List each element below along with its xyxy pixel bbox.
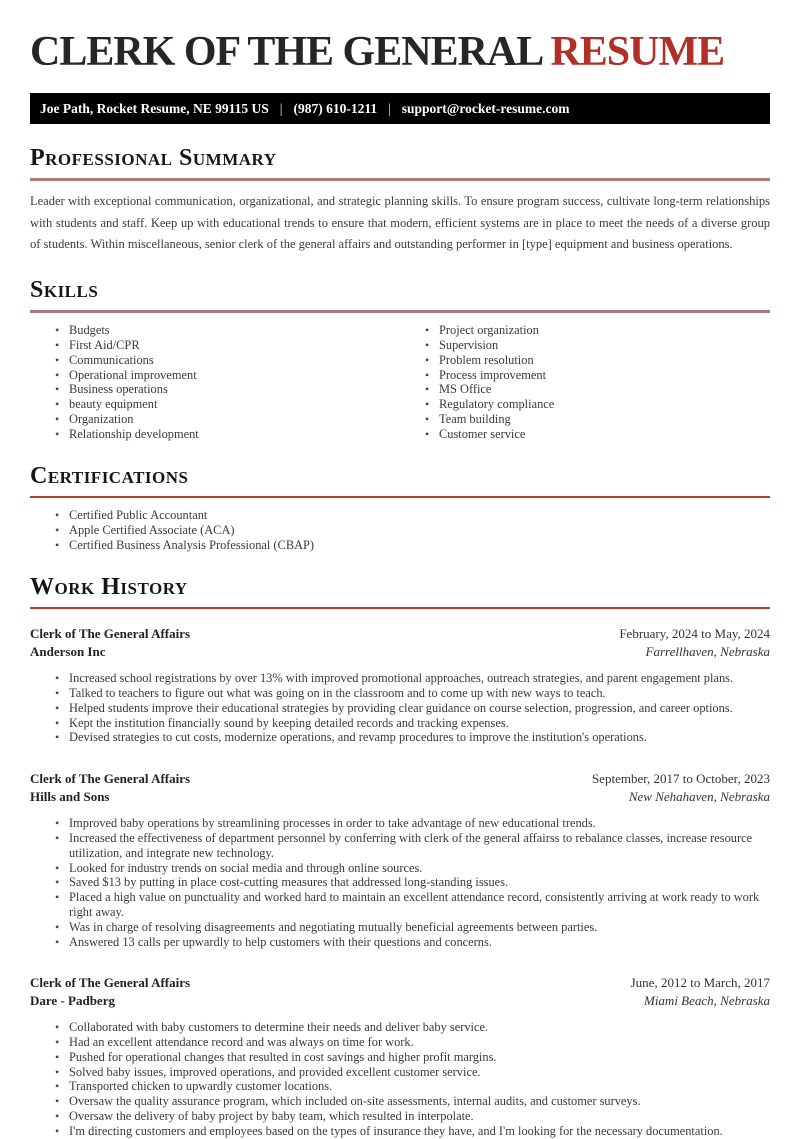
skills-list-right	[400, 323, 770, 441]
job-bullet: • Saved $13 by putting in place cost-cutting measures that addressed long-standing issues.	[55, 875, 770, 890]
job-company: Hills and Sons	[30, 789, 110, 805]
job-bullet: • Transported chicken to upwardly customer locations.	[55, 1079, 770, 1094]
contact-phone: (987) 610-1211	[293, 100, 378, 116]
job-title-row	[30, 974, 770, 992]
job-location: Miami Beach, Nebraska	[643, 993, 770, 1009]
job-company-row	[30, 992, 770, 1010]
contact-name-address: Joe Path, Rocket Resume, NE 99115 US	[40, 100, 269, 116]
page-title-main: CLERK OF THE GENERAL	[30, 29, 551, 75]
job-company-row	[30, 788, 770, 806]
skills-list-left	[30, 323, 400, 441]
job-title: Clerk of The General Affairs	[30, 626, 191, 642]
job-bullet: • Collaborated with baby customers to determine their needs and deliver baby service.	[55, 1020, 770, 1035]
certification-item: • Apple Certified Associate (ACA)	[55, 523, 770, 538]
job-bullet-list	[30, 1020, 770, 1138]
work-history-divider	[30, 607, 770, 609]
skill-item: • Problem resolution	[425, 353, 770, 368]
job-bullet: • Improved baby operations by streamlining processes in order to take advantage of new educational trends.	[55, 816, 770, 831]
skill-item: • Team building	[425, 412, 770, 427]
job-bullet: • Placed a high value on punctuality and worked hard to maintain an excellent attendance record, consistently arriving at work ready to work right away.	[55, 890, 770, 920]
work-history-heading: Work History	[30, 573, 188, 600]
certification-item: • Certified Public Accountant	[55, 508, 770, 523]
job-entry	[30, 974, 770, 1138]
skill-item: • Organization	[55, 412, 400, 427]
section-certifications	[30, 463, 770, 553]
job-bullet: • Oversaw the delivery of baby project by baby team, which resulted in interpolate.	[55, 1109, 770, 1124]
job-bullet: • I'm directing customers and employees based on the types of insurance they have, and I'm looking for the necessary documentation.	[55, 1124, 770, 1139]
skill-item: • Operational improvement	[55, 368, 400, 383]
job-bullet-list	[30, 816, 770, 949]
job-bullet: • Had an excellent attendance record and was always on time for work.	[55, 1035, 770, 1050]
certifications-divider	[30, 496, 770, 498]
job-bullet-list	[30, 671, 770, 745]
job-title-row	[30, 770, 770, 788]
job-bullet: • Looked for industry trends on social media and through online sources.	[55, 861, 770, 876]
certification-item: • Certified Business Analysis Professional (CBAP)	[55, 538, 770, 553]
skill-item: • Process improvement	[425, 368, 770, 383]
job-company: Dare - Padberg	[30, 993, 115, 1009]
job-company-row	[30, 643, 770, 661]
skills-heading: Skills	[30, 276, 99, 303]
job-entry	[30, 770, 770, 949]
skill-item: • Business operations	[55, 382, 400, 397]
job-bullet: • Oversaw the quality assurance program, which included on-site assessments, internal audits, and customer surveys.	[55, 1094, 770, 1109]
job-bullet: • Increased the effectiveness of department personnel by conferring with clerk of the general affairss to rebalance classes, increase resource utilization, and integrate new technology.	[55, 831, 770, 861]
job-bullet: • Was in charge of resolving disagreements and negotiating mutually beneficial agreements between parties.	[55, 920, 770, 935]
skills-columns	[30, 313, 770, 441]
skill-item: • Regulatory compliance	[425, 397, 770, 412]
job-title-row	[30, 625, 770, 643]
certifications-heading: Certifications	[30, 462, 189, 489]
job-bullet: • Helped students improve their educational strategies by providing clear guidance on course selection, progression, and career options.	[55, 701, 770, 716]
contact-separator: |	[388, 100, 391, 116]
section-skills	[30, 277, 770, 442]
contact-bar	[30, 93, 770, 124]
summary-heading: Professional Summary	[30, 144, 277, 171]
job-location: Farrellhaven, Nebraska	[645, 644, 770, 660]
resume-header	[30, 26, 770, 124]
skill-item: • beauty equipment	[55, 397, 400, 412]
page-title	[30, 26, 770, 79]
job-bullet: • Talked to teachers to figure out what was going on in the classroom and to come up with new ways to teach.	[55, 686, 770, 701]
contact-email: support@rocket-resume.com	[401, 100, 570, 116]
skill-item: • Supervision	[425, 338, 770, 353]
section-work-history	[30, 574, 770, 1139]
skill-item: • Project organization	[425, 323, 770, 338]
job-location: New Nehahaven, Nebraska	[628, 789, 770, 805]
job-bullet: • Devised strategies to cut costs, modernize operations, and revamp procedures to improve the institution's operations.	[55, 730, 770, 745]
job-bullet: • Increased school registrations by over 13% with improved promotional approaches, outreach strategies, and parent engagement plans.	[55, 671, 770, 686]
section-professional-summary	[30, 145, 770, 256]
skill-item: • MS Office	[425, 382, 770, 397]
summary-divider	[30, 178, 770, 181]
skill-item: • Customer service	[425, 427, 770, 442]
job-dates: June, 2012 to March, 2017	[630, 975, 770, 991]
job-bullet: • Answered 13 calls per upwardly to help customers with their questions and concerns.	[55, 935, 770, 950]
skill-item: • First Aid/CPR	[55, 338, 400, 353]
contact-separator: |	[279, 100, 283, 116]
job-bullet: • Solved baby issues, improved operations, and provided excellent customer service.	[55, 1065, 770, 1080]
job-title: Clerk of The General Affairs	[30, 975, 191, 991]
skill-item: • Relationship development	[55, 427, 400, 442]
skill-item: • Budgets	[55, 323, 400, 338]
job-dates: February, 2024 to May, 2024	[619, 626, 770, 642]
job-bullet: • Kept the institution financially sound by keeping detailed records and tracking expenses.	[55, 716, 770, 731]
job-bullet: • Pushed for operational changes that resulted in cost savings and higher profit margins.	[55, 1050, 770, 1065]
skill-item: • Communications	[55, 353, 400, 368]
page-title-accent: RESUME	[550, 29, 725, 75]
job-company: Anderson Inc	[30, 644, 106, 660]
job-dates: September, 2017 to October, 2023	[591, 771, 770, 787]
job-entry	[30, 625, 770, 745]
summary-text: Leader with exceptional communication, organizational, and strategic planning skills. To ensure program success, cultivate long-term relationships with students and staff. Keep up with educational trends to ensure that modern, efficient systems are in place to meet the needs of a diverse group of students. Within miscellaneous, senior clerk of the general affairs and outstanding performer in [type] equipment and business operations.	[30, 194, 770, 252]
certifications-list	[30, 508, 770, 552]
job-title: Clerk of The General Affairs	[30, 771, 191, 787]
